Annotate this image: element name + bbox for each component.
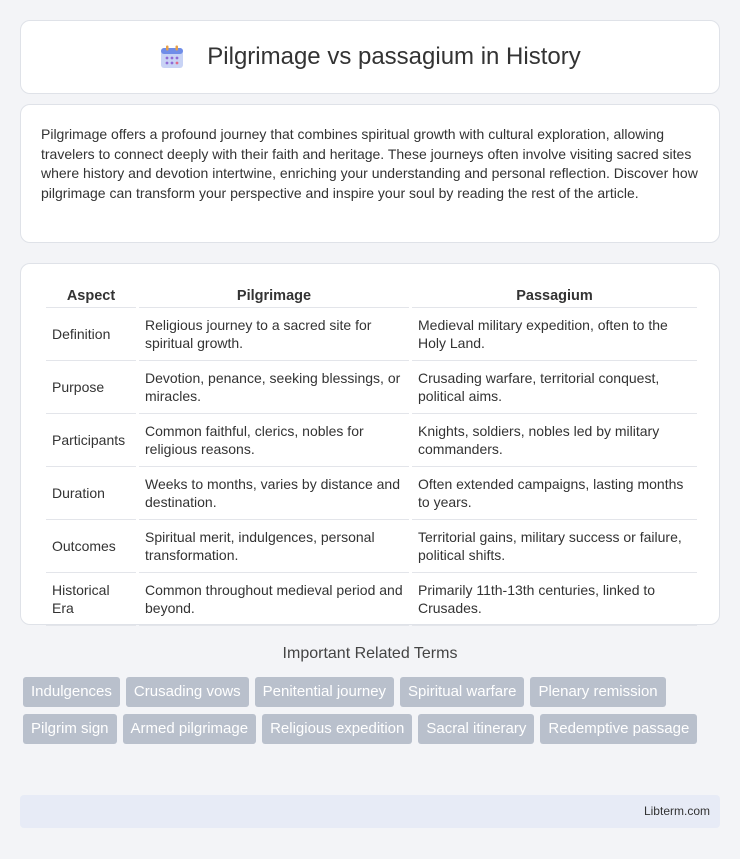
row-aspect: Historical Era bbox=[46, 573, 136, 626]
related-term-tag[interactable]: Pilgrim sign bbox=[23, 714, 117, 744]
header-pilgrimage: Pilgrimage bbox=[139, 284, 409, 308]
comparison-table bbox=[43, 284, 700, 626]
calendar-icon bbox=[159, 44, 185, 70]
row-passagium: Often extended campaigns, lasting months to years. bbox=[412, 467, 697, 520]
related-term-tag[interactable]: Religious expedition bbox=[262, 714, 412, 744]
row-passagium: Primarily 11th-13th centuries, linked to Crusades. bbox=[412, 573, 697, 626]
footer bbox=[20, 795, 720, 828]
row-pilgrimage: Common throughout medieval period and beyond. bbox=[139, 573, 409, 626]
header-passagium: Passagium bbox=[412, 284, 697, 308]
related-term-tag[interactable]: Plenary remission bbox=[530, 677, 665, 707]
header-card bbox=[20, 20, 720, 94]
table-row bbox=[46, 573, 697, 626]
row-aspect: Duration bbox=[46, 467, 136, 520]
comparison-card bbox=[20, 263, 720, 625]
table-row bbox=[46, 520, 697, 573]
related-term-tag[interactable]: Indulgences bbox=[23, 677, 120, 707]
row-aspect: Outcomes bbox=[46, 520, 136, 573]
table-row bbox=[46, 414, 697, 467]
row-pilgrimage: Devotion, penance, seeking blessings, or miracles. bbox=[139, 361, 409, 414]
related-term-tag[interactable]: Spiritual warfare bbox=[400, 677, 524, 707]
header-aspect: Aspect bbox=[46, 284, 136, 308]
related-term-tag[interactable]: Crusading vows bbox=[126, 677, 249, 707]
footer-brand-link[interactable]: Libterm.com bbox=[643, 804, 710, 818]
row-passagium: Crusading warfare, territorial conquest, political aims. bbox=[412, 361, 697, 414]
related-term-tag[interactable]: Sacral itinerary bbox=[418, 714, 534, 744]
row-aspect: Purpose bbox=[46, 361, 136, 414]
related-terms-title: Important Related Terms bbox=[282, 645, 458, 662]
table-header-row bbox=[46, 284, 697, 308]
row-pilgrimage: Spiritual merit, indulgences, personal transformation. bbox=[139, 520, 409, 573]
row-aspect: Participants bbox=[46, 414, 136, 467]
intro-text: Pilgrimage offers a profound journey that combines spiritual growth with cultural exploration, allowing travelers to connect deeply with their faith and heritage. These journeys often involve visiting sacred sites where history and devotion intertwine, enriching your understanding and personal reflection. Discover how pilgrimage can transform your perspective and inspire your soul by reading the rest of the article. bbox=[41, 126, 698, 201]
table-row bbox=[46, 467, 697, 520]
row-passagium: Medieval military expedition, often to the Holy Land. bbox=[412, 308, 697, 361]
row-passagium: Territorial gains, military success or failure, political shifts. bbox=[412, 520, 697, 573]
table-row bbox=[46, 308, 697, 361]
related-term-tag[interactable]: Penitential journey bbox=[255, 677, 394, 707]
row-passagium: Knights, soldiers, nobles led by military commanders. bbox=[412, 414, 697, 467]
row-pilgrimage: Common faithful, clerics, nobles for religious reasons. bbox=[139, 414, 409, 467]
row-pilgrimage: Religious journey to a sacred site for spiritual growth. bbox=[139, 308, 409, 361]
related-term-tag[interactable]: Armed pilgrimage bbox=[123, 714, 257, 744]
intro-card bbox=[20, 104, 720, 243]
related-terms-list bbox=[23, 677, 723, 744]
table-row bbox=[46, 361, 697, 414]
related-term-tag[interactable]: Redemptive passage bbox=[540, 714, 697, 744]
page-title: Pilgrimage vs passagium in History bbox=[207, 43, 581, 70]
row-aspect: Definition bbox=[46, 308, 136, 361]
row-pilgrimage: Weeks to months, varies by distance and destination. bbox=[139, 467, 409, 520]
